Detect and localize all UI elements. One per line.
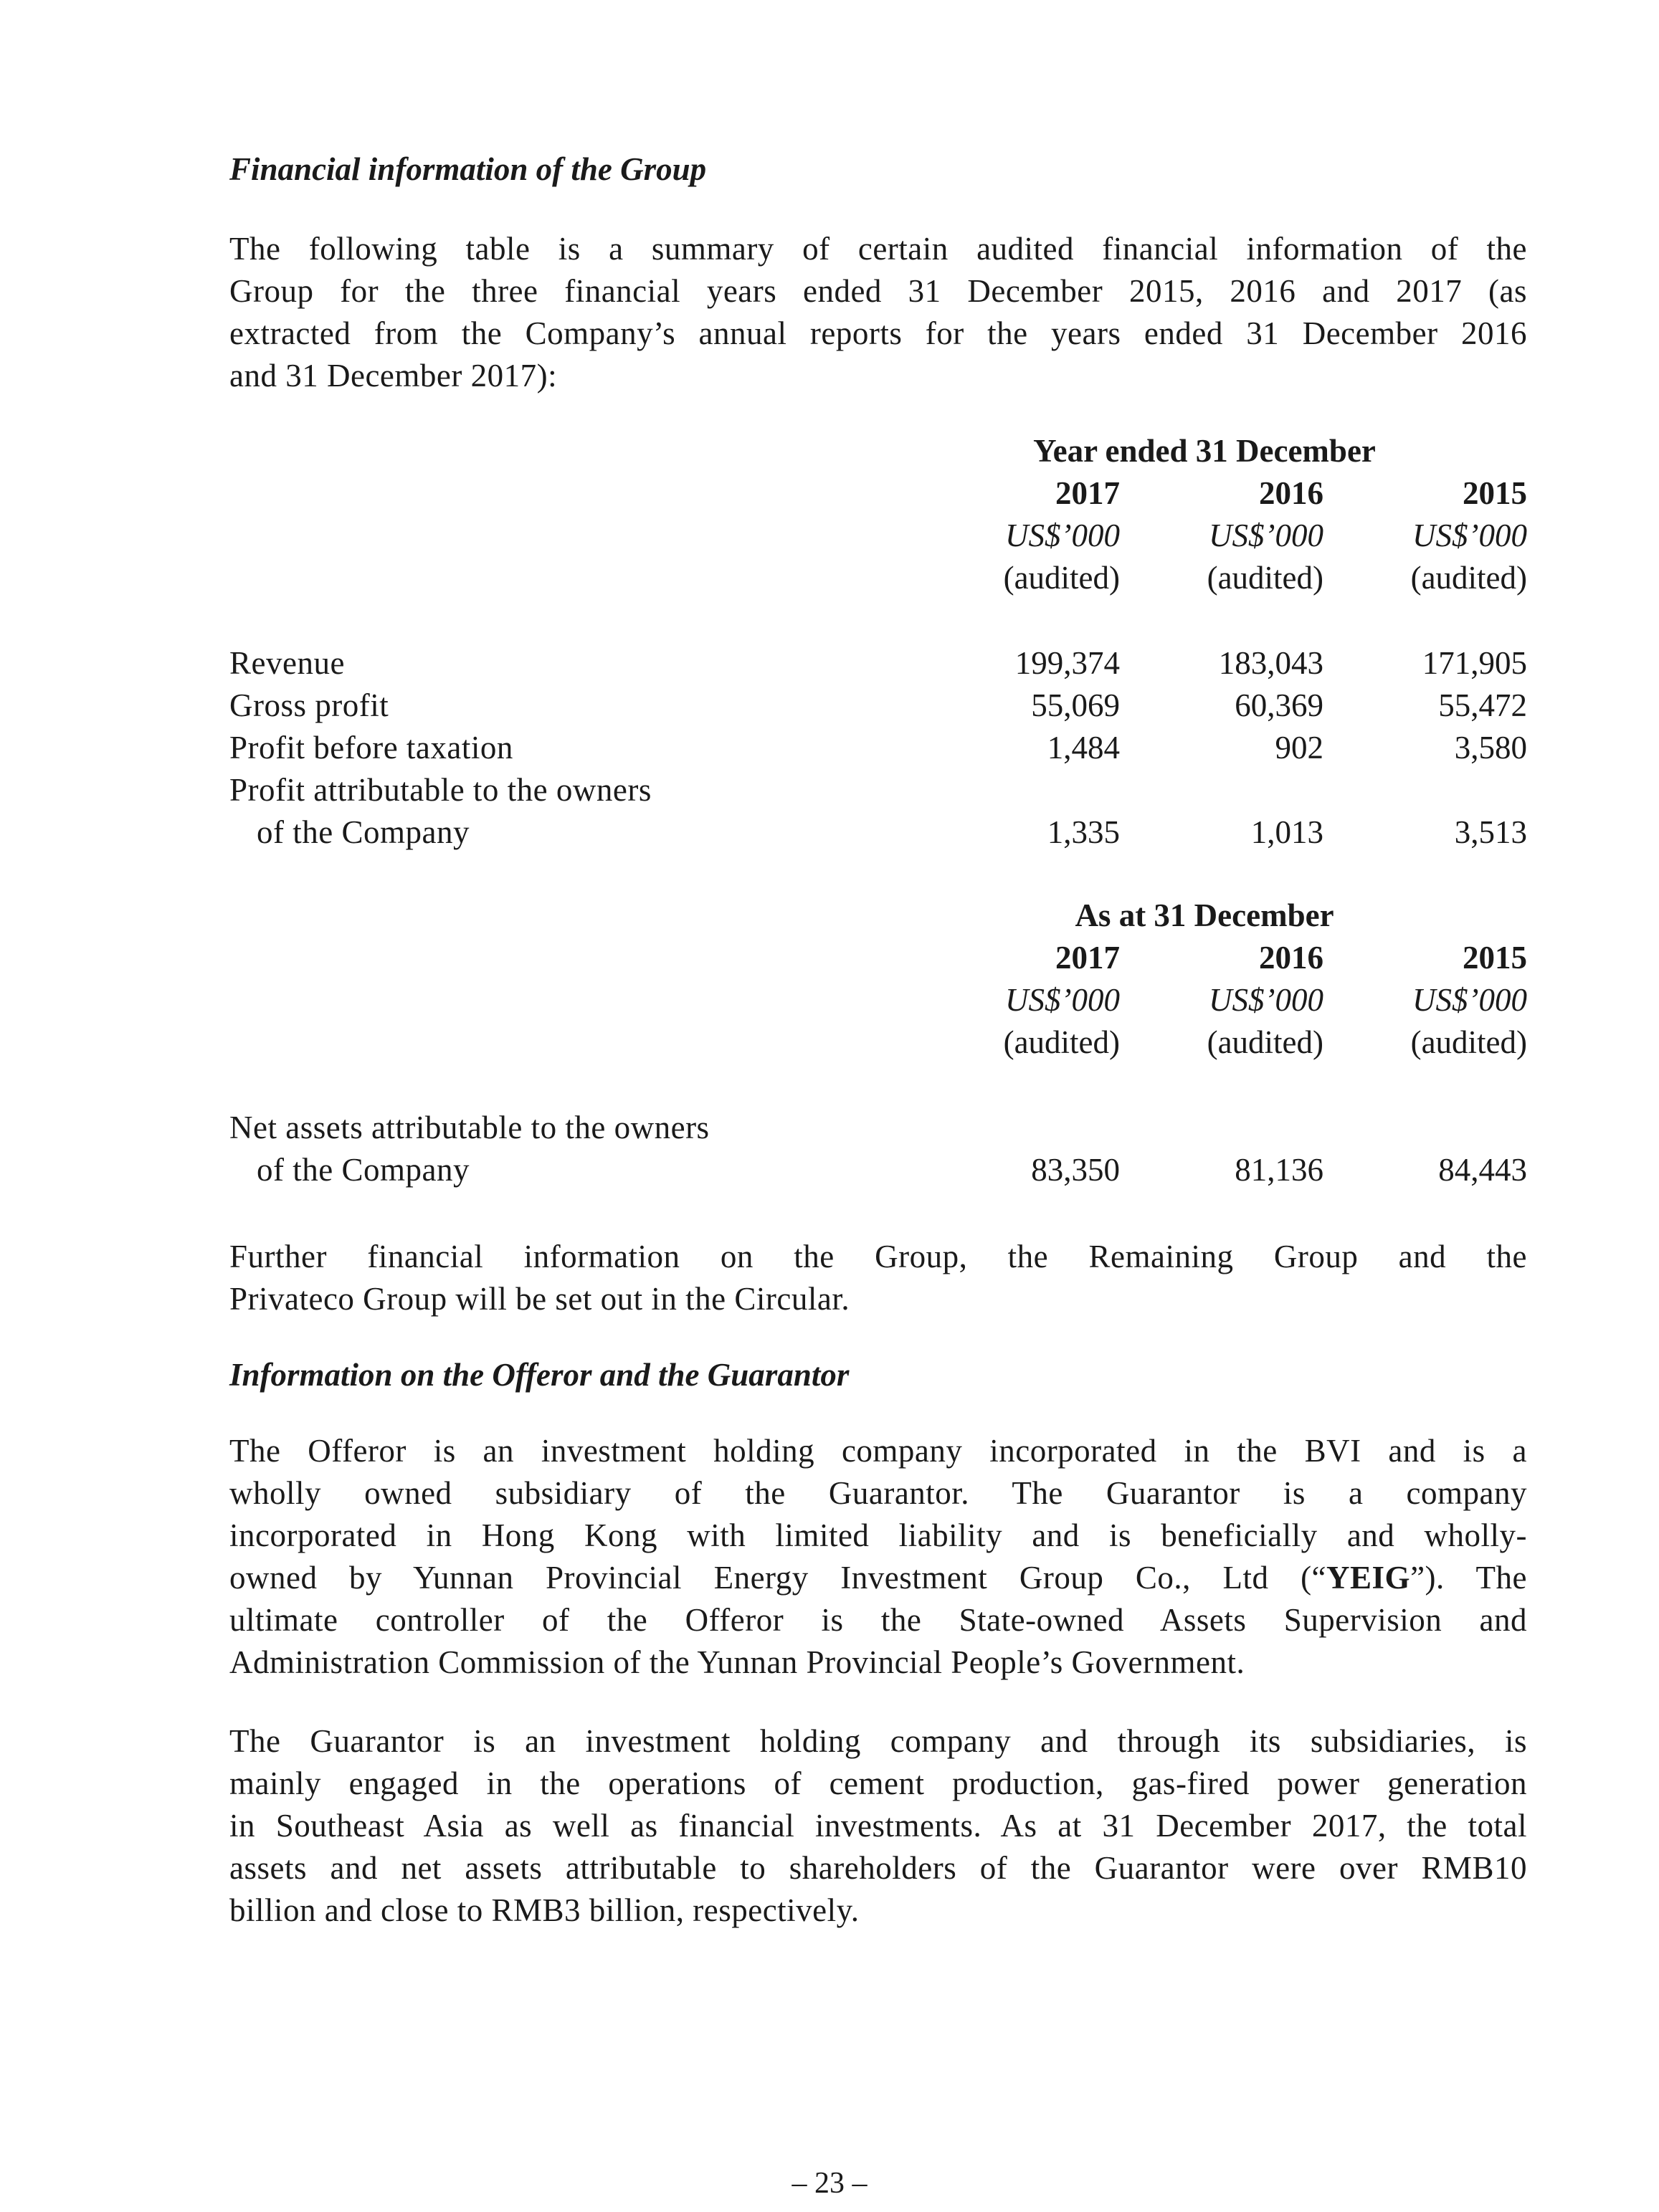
page-number: – 23 – bbox=[792, 2167, 867, 2200]
row-label: Profit attributable to the owners bbox=[229, 772, 652, 808]
text-segment: ”). The bbox=[1410, 1560, 1528, 1596]
paragraph-line: The Offeror is an investment holding company incorporated in the BVI and is a bbox=[229, 1433, 1527, 1469]
paragraph-line bbox=[229, 1557, 1527, 1599]
paragraph-line: Further financial information on the Group, the Remaining Group and the bbox=[229, 1239, 1527, 1274]
paragraph-line: assets and net assets attributable to shareholders of the Guarantor were over RMB10 bbox=[229, 1850, 1527, 1886]
table-row bbox=[229, 811, 1527, 854]
cell-value: 183,043 bbox=[1218, 645, 1323, 681]
cell-value: 55,472 bbox=[1438, 687, 1527, 723]
table-header-units bbox=[229, 979, 1527, 1021]
paragraph-line: ultimate controller of the Offeror is the State-owned Assets Supervision and bbox=[229, 1602, 1527, 1638]
row-label-continued: of the Company bbox=[257, 814, 470, 850]
guarantor-paragraph bbox=[229, 1720, 1527, 1932]
paragraph-line: billion and close to RMB3 billion, respectively. bbox=[229, 1892, 860, 1928]
paragraph-line: Group for the three financial years ended 31 December 2015, 2016 and 2017 (as bbox=[229, 273, 1527, 309]
year-header: 2017 bbox=[1055, 940, 1120, 976]
row-label: Net assets attributable to the owners bbox=[229, 1110, 710, 1145]
cell-value: 1,335 bbox=[1047, 814, 1120, 850]
status-header: (audited) bbox=[1410, 1024, 1527, 1060]
paragraph-line: mainly engaged in the operations of cement production, gas-fired power generation bbox=[229, 1765, 1527, 1801]
unit-header: US$’000 bbox=[1209, 982, 1323, 1018]
table-caption: Year ended 31 December bbox=[1033, 433, 1376, 469]
cell-value: 902 bbox=[1275, 730, 1323, 766]
offeror-paragraph bbox=[229, 1430, 1527, 1684]
table-header-status bbox=[229, 1021, 1527, 1064]
cell-value: 171,905 bbox=[1422, 645, 1527, 681]
paragraph-line: in Southeast Asia as well as financial investments. As at 31 December 2017, the total bbox=[229, 1808, 1527, 1844]
paragraph-line: The Guarantor is an investment holding company and through its subsidiaries, is bbox=[229, 1723, 1527, 1759]
text-segment: owned by Yunnan Provincial Energy Investment Group Co., Ltd (“ bbox=[229, 1560, 1327, 1596]
paragraph-line: The following table is a summary of certain audited financial information of the bbox=[229, 231, 1527, 267]
row-label: Revenue bbox=[229, 645, 345, 681]
paragraph-line: Privateco Group will be set out in the Circular. bbox=[229, 1281, 850, 1317]
table-header-years bbox=[229, 937, 1527, 979]
cell-value: 83,350 bbox=[1031, 1152, 1120, 1188]
year-header: 2015 bbox=[1463, 940, 1527, 976]
cell-value: 199,374 bbox=[1014, 645, 1120, 681]
status-header: (audited) bbox=[1003, 560, 1120, 596]
status-header: (audited) bbox=[1410, 560, 1527, 596]
status-header: (audited) bbox=[1207, 560, 1323, 596]
cell-value: 84,443 bbox=[1438, 1152, 1527, 1188]
year-header: 2017 bbox=[1055, 475, 1120, 511]
unit-header: US$’000 bbox=[1005, 518, 1120, 553]
table-row bbox=[229, 685, 1527, 727]
year-header: 2016 bbox=[1259, 475, 1323, 511]
cell-value: 3,513 bbox=[1454, 814, 1527, 850]
cell-value: 1,013 bbox=[1250, 814, 1323, 850]
paragraph-line: extracted from the Company’s annual reports for the years ended 31 December 2016 bbox=[229, 315, 1527, 351]
defined-term: YEIG bbox=[1326, 1560, 1411, 1596]
intro-paragraph bbox=[229, 228, 1527, 397]
unit-header: US$’000 bbox=[1412, 982, 1527, 1018]
table-header-units bbox=[229, 515, 1527, 557]
cell-value: 3,580 bbox=[1454, 730, 1527, 766]
table-row bbox=[229, 1107, 1527, 1149]
further-info-paragraph bbox=[229, 1236, 1527, 1320]
table-row bbox=[229, 727, 1527, 769]
section-heading-financial-info: Financial information of the Group bbox=[229, 151, 707, 187]
paragraph-line: Administration Commission of the Yunnan Provincial People’s Government. bbox=[229, 1644, 1245, 1680]
year-header: 2015 bbox=[1463, 475, 1527, 511]
table-header-years bbox=[229, 472, 1527, 515]
table-caption: As at 31 December bbox=[1075, 897, 1334, 933]
table-row bbox=[229, 642, 1527, 685]
unit-header: US$’000 bbox=[1005, 982, 1120, 1018]
paragraph-line: wholly owned subsidiary of the Guarantor. The Guarantor is a company bbox=[229, 1475, 1527, 1511]
cell-value: 60,369 bbox=[1235, 687, 1323, 723]
table-header-status bbox=[229, 557, 1527, 599]
cell-value: 1,484 bbox=[1047, 730, 1120, 766]
status-header: (audited) bbox=[1207, 1024, 1323, 1060]
row-label: Profit before taxation bbox=[229, 730, 513, 766]
cell-value: 81,136 bbox=[1235, 1152, 1323, 1188]
row-label: Gross profit bbox=[229, 687, 389, 723]
row-label-continued: of the Company bbox=[257, 1152, 470, 1188]
paragraph-line: and 31 December 2017): bbox=[229, 358, 558, 394]
table-row bbox=[229, 769, 1527, 811]
year-header: 2016 bbox=[1259, 940, 1323, 976]
paragraph-line: incorporated in Hong Kong with limited liability and is beneficially and wholly- bbox=[229, 1517, 1527, 1553]
table-row bbox=[229, 1149, 1527, 1191]
unit-header: US$’000 bbox=[1209, 518, 1323, 553]
cell-value: 55,069 bbox=[1031, 687, 1120, 723]
unit-header: US$’000 bbox=[1412, 518, 1527, 553]
section-heading-offeror: Information on the Offeror and the Guarantor bbox=[229, 1357, 850, 1393]
status-header: (audited) bbox=[1003, 1024, 1120, 1060]
